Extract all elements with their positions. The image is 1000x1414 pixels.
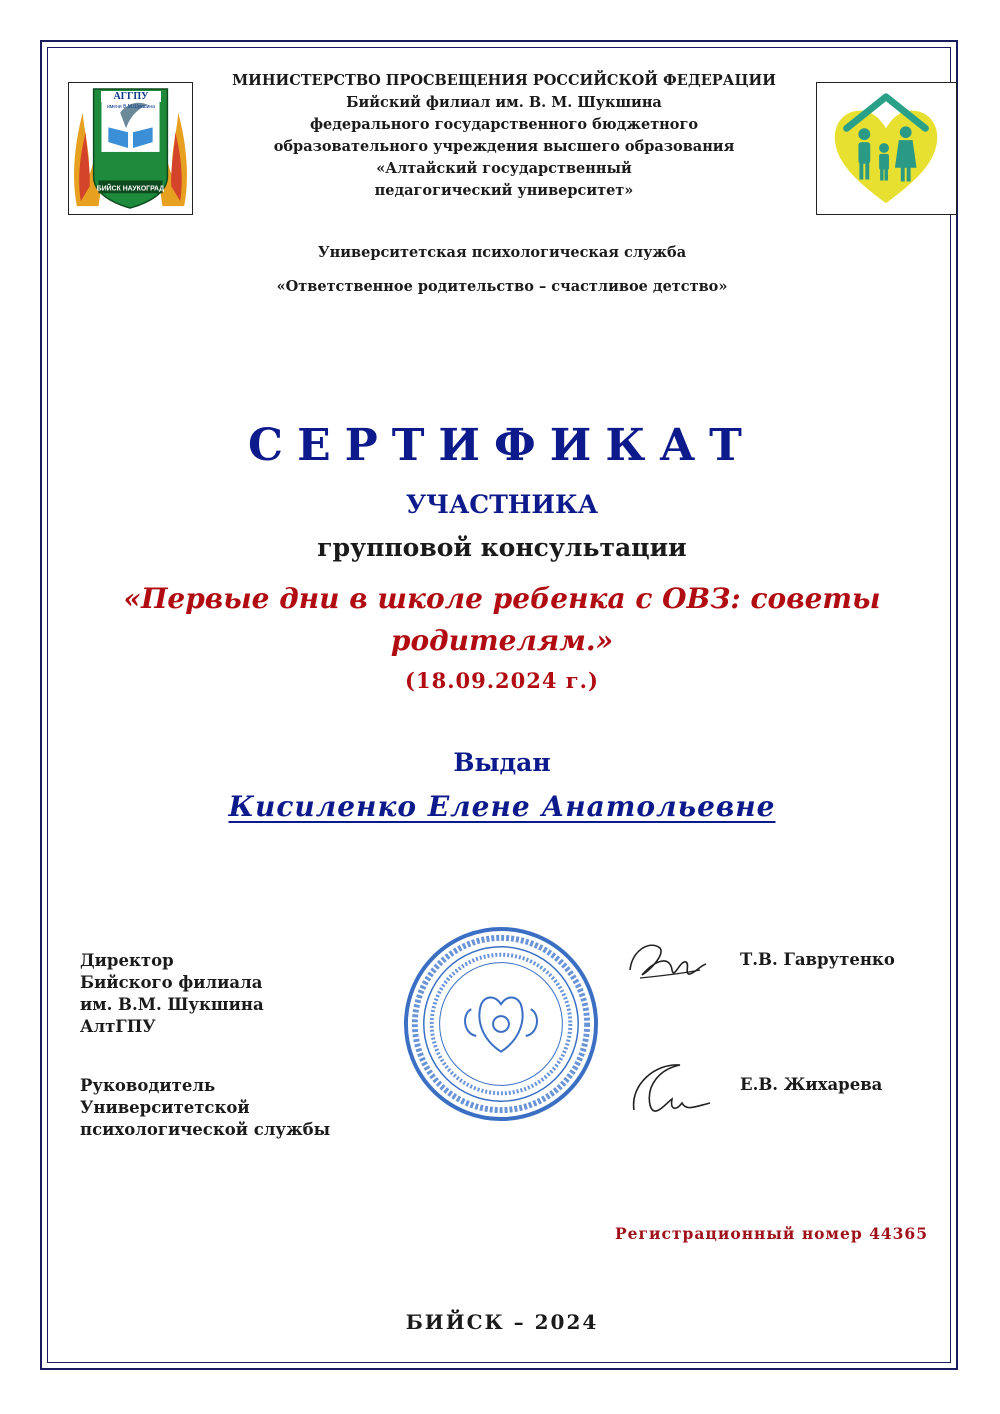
role-line: им. В.М. Шукшина bbox=[80, 995, 264, 1014]
logo-sub-text: имени В.М.Шукшина bbox=[107, 104, 155, 110]
role-line: АлтГПУ bbox=[80, 1017, 156, 1036]
role-line: Руководитель bbox=[80, 1076, 216, 1095]
signature-director-icon bbox=[620, 930, 715, 1000]
issued-label: Выдан bbox=[453, 748, 551, 777]
city-year: БИЙСК – 2024 bbox=[405, 1310, 599, 1334]
role-line: психологической службы bbox=[80, 1120, 331, 1139]
topic-line: «Первые дни в школе ребенка с ОВЗ: советы bbox=[123, 582, 881, 615]
role-line: Университетской bbox=[80, 1098, 250, 1117]
header-line: педагогический университет» bbox=[374, 182, 634, 199]
header-line: МИНИСТЕРСТВО ПРОСВЕЩЕНИЯ РОССИЙСКОЙ ФЕДЕРАЦИИ bbox=[232, 72, 776, 89]
signatory-role-director bbox=[80, 950, 264, 1038]
topic-line: родителям.» bbox=[390, 624, 614, 657]
registration-number: Регистрационный номер 44365 bbox=[614, 1224, 928, 1243]
recipient-name-text: Кисиленко Елене Анатольевне bbox=[228, 790, 776, 823]
project-name: «Ответственное родительство – счастливое детство» bbox=[276, 278, 728, 295]
certificate-title: СЕРТИФИКАТ bbox=[248, 420, 756, 471]
signatory-name-director: Т.В. Гаврутенко bbox=[740, 950, 895, 969]
recipient-name bbox=[100, 790, 904, 823]
project-logo bbox=[816, 82, 957, 215]
event-date: (18.09.2024 г.) bbox=[405, 668, 599, 693]
role-line: Бийского филиала bbox=[80, 973, 263, 992]
official-seal-icon bbox=[402, 925, 600, 1123]
institution-header bbox=[200, 70, 808, 202]
signatory-role-head bbox=[80, 1075, 330, 1141]
role-line: Директор bbox=[80, 951, 174, 970]
signatory-name-head: Е.В. Жихарева bbox=[740, 1075, 883, 1094]
header-line: федерального государственного бюджетного bbox=[309, 116, 699, 133]
service-block bbox=[100, 236, 904, 304]
event-topic bbox=[90, 578, 914, 662]
family-heart-icon bbox=[817, 83, 956, 214]
header-line: «Алтайский государственный bbox=[376, 160, 632, 177]
header-line: образовательного учреждения высшего образования bbox=[273, 138, 735, 155]
university-emblem-icon bbox=[69, 83, 192, 214]
certificate-subtitle: УЧАСТНИКА bbox=[405, 490, 599, 519]
event-type: групповой консультации bbox=[317, 533, 687, 562]
header-line: Бийский филиал им. В. М. Шукшина bbox=[346, 94, 662, 111]
logo-top-text: АГГПУ bbox=[101, 91, 161, 102]
logo-bottom-text: БИЙСК НАУКОГРАД bbox=[96, 185, 165, 193]
signature-head-icon bbox=[620, 1055, 720, 1130]
service-name: Университетская психологическая служба bbox=[317, 244, 687, 261]
